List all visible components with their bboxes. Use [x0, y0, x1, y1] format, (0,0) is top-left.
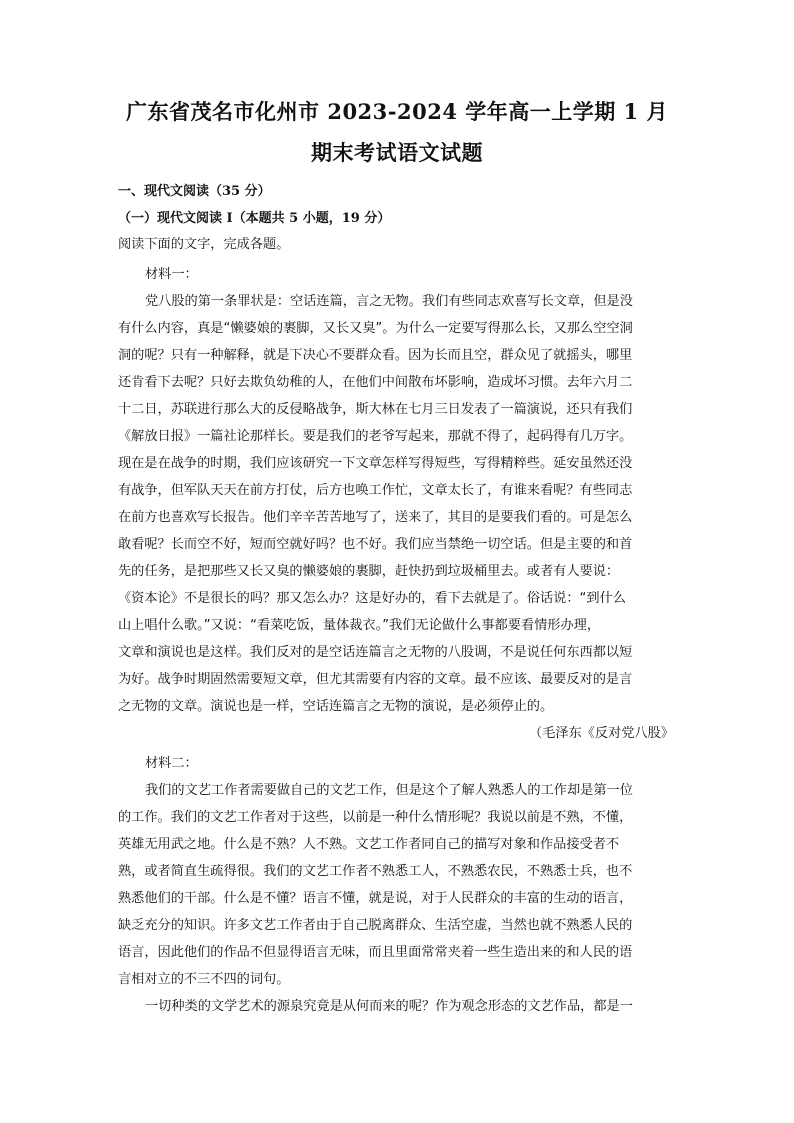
- paragraph-line: 英雄无用武之地。什么是不熟？人不熟。文艺工作者同自己的描写对象和作品接受者不: [118, 837, 620, 852]
- paragraph-line: 之无物的文章。演说也是一样，空话连篇言之无物的演说，是必须停止的。: [118, 699, 554, 714]
- paragraph-line: 有战争，但军队天天在前方打仗，后方也唤工作忙，文章太长了，有谁来看呢？有些同志: [118, 483, 633, 498]
- paragraph-line: 还肯看下去呢？只好去欺负幼稚的人，在他们中间散布坏影响，造成坏习惯。去年六月二: [118, 375, 633, 390]
- paragraph-line: 现在是在战争的时期，我们应该研究一下文章怎样写得短些，写得精粹些。延安虽然还没: [118, 456, 633, 471]
- instruction-line: 阅读下面的文字，完成各题。: [118, 237, 290, 252]
- section-heading: 一、现代文阅读（35 分）: [118, 184, 271, 199]
- paragraph-line: 山上唱什么歌。”又说：“看菜吃饭，量体裁衣。”我们无论做什么事都要看情形办理，: [118, 618, 601, 633]
- paragraph-line: 《资本论》不是很长的吗？那又怎么办？这是好办的，看下去就是了。俗话说：“到什么: [118, 591, 626, 606]
- paragraph-line: 在前方也喜欢写长报告。他们辛辛苦苦地写了，送来了，其目的是要我们看的。可是怎么: [118, 510, 633, 525]
- paragraph-line: 的工作。我们的文艺工作者对于这些，以前是一种什么情形呢？我说以前是不熟，不懂，: [118, 810, 633, 825]
- paragraph-line: 有什么内容，真是“懒婆娘的裹脚，又长又臭”。为什么一定要写得那么长，又那么空空洞: [118, 321, 633, 336]
- paragraph-line: 敢看呢？长而空不好，短而空就好吗？也不好。我们应当禁绝一切空话。但是主要的和首: [118, 537, 633, 552]
- paragraph-line: 熟悉他们的干部。什么是不懂？语言不懂，就是说，对于人民群众的丰富的生动的语言，: [118, 891, 633, 906]
- paragraph-line: 言相对立的不三不四的词句。: [118, 972, 290, 987]
- paragraph-line: 我们的文艺工作者需要做自己的文艺工作，但是这个了解人熟悉人的工作却是第一位: [145, 783, 633, 798]
- paragraph-line: 十二日，苏联进行那么大的反侵略战争，斯大林在七月三日发表了一篇演说，还只有我们: [118, 402, 633, 417]
- paragraph-line: 为好。战争时期固然需要短文章，但尤其需要有内容的文章。最不应该、最要反对的是言: [118, 672, 633, 687]
- subsection-heading: （一）现代文阅读 I（本题共 5 小题，19 分）: [118, 211, 391, 226]
- paragraph-line: 缺乏充分的知识。许多文艺工作者由于自己脱离群众、生活空虚，当然也就不熟悉人民的: [118, 918, 633, 933]
- citation: （毛泽东《反对党八股》: [528, 726, 674, 741]
- material-label: 材料二：: [145, 756, 198, 771]
- paragraph-line: 熟，或者简直生疏得很。我们的文艺工作者不熟悉工人，不熟悉农民，不熟悉士兵，也不: [118, 864, 633, 879]
- paragraph-line: 先的任务，是把那些又长又臭的懒婆娘的裹脚，赶快扔到垃圾桶里去。或者有人要说：: [118, 564, 620, 579]
- paragraph-line: 洞的呢？只有一种解释，就是下决心不要群众看。因为长而且空，群众见了就摇头，哪里: [118, 348, 633, 363]
- paragraph-line: 党八股的第一条罪状是：空话连篇，言之无物。我们有些同志欢喜写长文章，但是没: [145, 294, 633, 309]
- material-label: 材料一：: [145, 267, 198, 282]
- document-title-line-2: 期末考试语文试题: [311, 140, 483, 165]
- paragraph-line: 文章和演说也是这样。我们反对的是空话连篇言之无物的八股调，不是说任何东西都以短: [118, 645, 633, 660]
- document-title-line-1: 广东省茂名市化州市 2023-2024 学年高一上学期 1 月: [126, 99, 668, 124]
- paragraph-line: 一切种类的文学艺术的源泉究竟是从何而来的呢？作为观念形态的文艺作品，都是一: [145, 999, 633, 1014]
- paragraph-line: 《解放日报》一篇社论那样长。要是我们的老爷写起来，那就不得了，起码得有几万字。: [118, 429, 633, 444]
- paragraph-line: 语言，因此他们的作品不但显得语言无味，而且里面常常夹着一些生造出来的和人民的语: [118, 945, 633, 960]
